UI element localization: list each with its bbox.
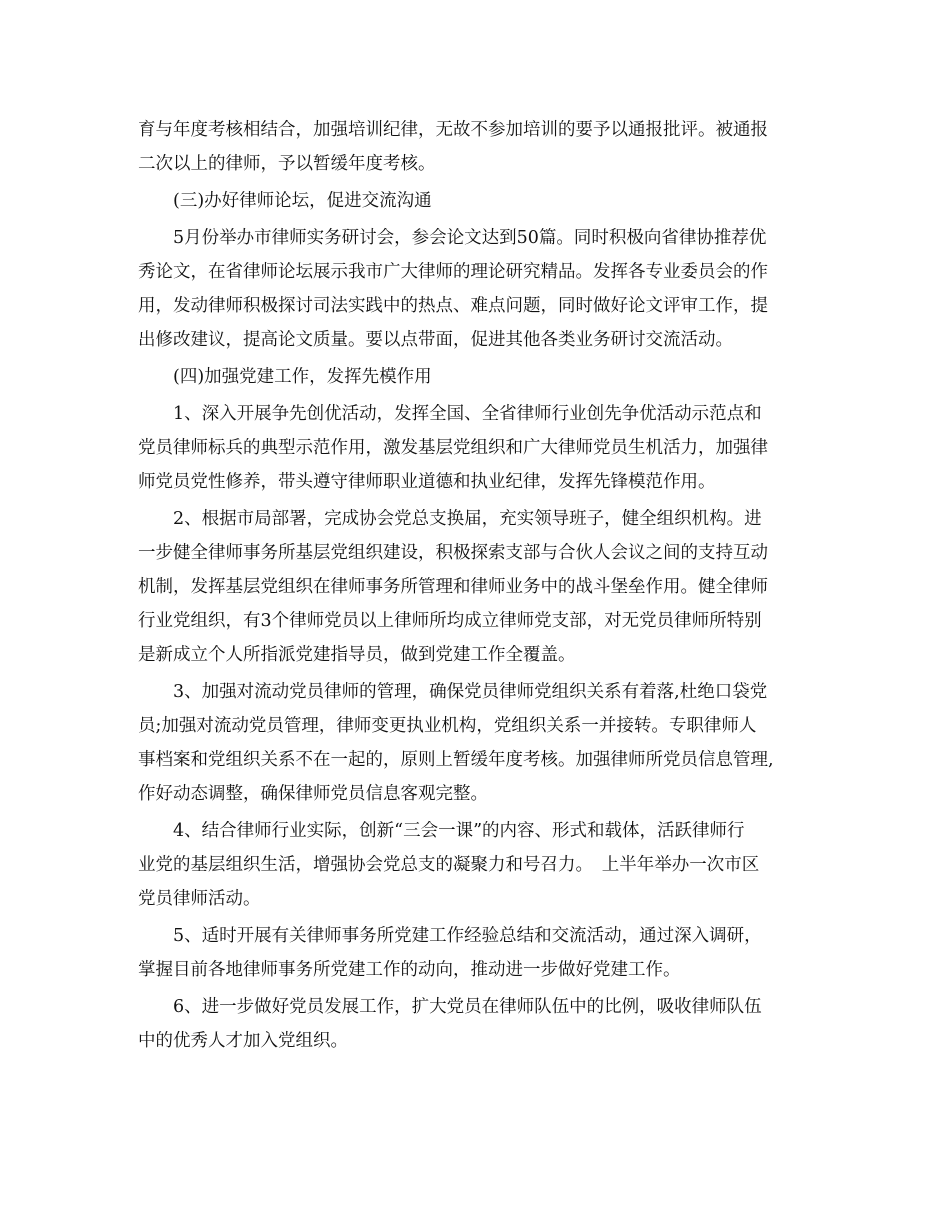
text-line: 作好动态调整，确保律师党员信息客观完整。 xyxy=(138,784,488,804)
paragraph-item-4 xyxy=(138,814,830,916)
section-heading-party-building xyxy=(138,360,830,394)
text-line: 出修改建议，提高论文质量。要以点带面，促进其他各类业务研讨交流活动。 xyxy=(138,330,733,350)
paragraph-forum xyxy=(138,221,830,357)
text-line: 5月份举办市律师实务研讨会，参会论文达到50篇。同时积极向省律协推荐优 xyxy=(173,228,767,248)
text-line: 业党的基层组织生活，增强协会党总支的凝聚力和号召力。 上半年举办一次市区 xyxy=(138,855,760,875)
text-line: 秀论文，在省律师论坛展示我市广大律师的理论研究精品。发挥各专业委员会的作 xyxy=(138,262,768,282)
heading-text: (三)办好律师论坛，促进交流沟通 xyxy=(173,191,432,211)
text-line: 机制，发挥基层党组织在律师事务所管理和律师业务中的战斗堡垒作用。健全律师 xyxy=(138,577,768,597)
text-line: 4、结合律师行业实际，创新“三会一课”的内容、形式和载体，活跃律师行 xyxy=(173,821,745,841)
paragraph-item-5 xyxy=(138,919,830,987)
text-line: 用，发动律师积极探讨司法实践中的热点、难点问题，同时做好论文评审工作，提 xyxy=(138,296,768,316)
heading-text: (四)加强党建工作，发挥先模作用 xyxy=(173,367,432,387)
text-line: 3、加强对流动党员律师的管理，确保党员律师党组织关系有着落,杜绝口袋党 xyxy=(173,682,768,702)
text-line: 党员律师活动。 xyxy=(138,889,261,909)
text-line: 师党员党性修养，带头遵守律师职业道德和执业纪律，发挥先锋模范作用。 xyxy=(138,472,716,492)
paragraph-training-continued xyxy=(138,113,830,181)
text-line: 育与年度考核相结合，加强培训纪律，无故不参加培训的要予以通报批评。被通报 xyxy=(138,120,768,140)
paragraph-item-1 xyxy=(138,397,830,499)
text-line: 行业党组织，有3个律师党员以上律师所均成立律师党支部，对无党员律师所特别 xyxy=(138,611,762,631)
text-line: 中的优秀人才加入党组织。 xyxy=(138,1031,348,1051)
paragraph-item-6 xyxy=(138,990,830,1058)
text-line: 一步健全律师事务所基层党组织建设，积极探索支部与合伙人会议之间的支持互动 xyxy=(138,543,768,563)
text-line: 党员律师标兵的典型示范作用，激发基层党组织和广大律师党员生机活力，加强律 xyxy=(138,438,768,458)
text-line: 6、进一步做好党员发展工作，扩大党员在律师队伍中的比例，吸收律师队伍 xyxy=(173,997,762,1017)
text-line: 5、适时开展有关律师事务所党建工作经验总结和交流活动，通过深入调研， xyxy=(173,926,762,946)
text-line: 员;加强对流动党员管理，律师变更执业机构，党组织关系一并接转。专职律师人 xyxy=(138,716,757,736)
text-line: 掌握目前各地律师事务所党建工作的动向，推动进一步做好党建工作。 xyxy=(138,960,681,980)
paragraph-item-2 xyxy=(138,502,830,672)
text-line: 是新成立个人所指派党建指导员，做到党建工作全覆盖。 xyxy=(138,645,576,665)
text-line: 事档案和党组织关系不在一起的，原则上暂缓年度考核。加强律师所党员信息管理, xyxy=(138,750,774,770)
text-line: 2、根据市局部署，完成协会党总支换届，充实领导班子，健全组织机构。进 xyxy=(173,509,762,529)
text-line: 1、深入开展争先创优活动，发挥全国、全省律师行业创先争优活动示范点和 xyxy=(173,404,762,424)
section-heading-lawyer-forum xyxy=(138,184,830,218)
text-line: 二次以上的律师，予以暂缓年度考核。 xyxy=(138,154,436,174)
paragraph-item-3 xyxy=(138,675,830,811)
